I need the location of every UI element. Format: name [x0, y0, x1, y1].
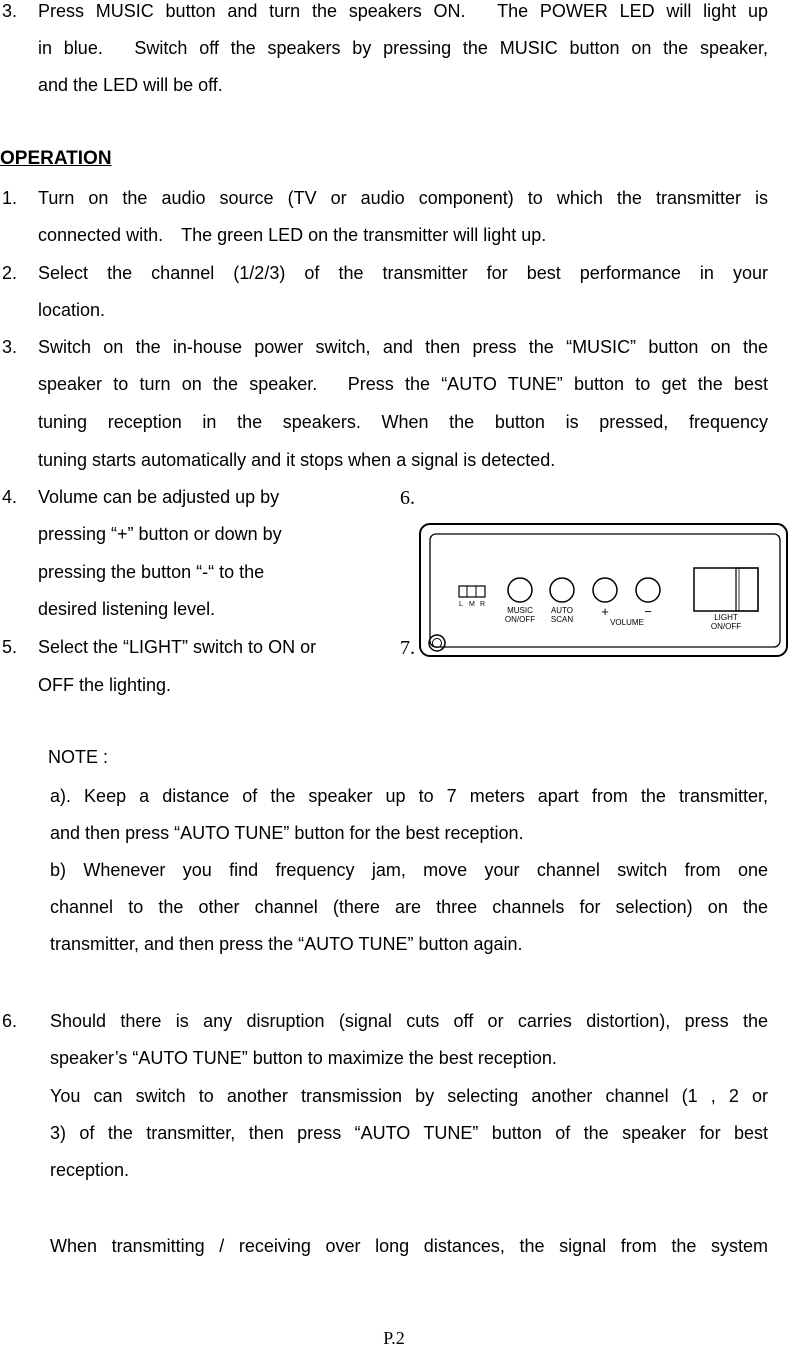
paragraph-line: in blue. Switch off the speakers by pressing the MUSIC button on the speaker, — [38, 38, 768, 58]
light-switch-icon — [694, 568, 758, 611]
power-led-icon — [429, 635, 445, 651]
paragraph-line: Switch on the in-house power switch, and then press the “MUSIC” button on the — [38, 337, 768, 357]
step-number: 1. — [2, 188, 18, 208]
volume-minus-label: − — [644, 604, 652, 619]
paragraph-line: tuning starts automatically and it stops when a signal is detected. — [38, 450, 556, 470]
paragraph-line: Should there is any disruption (signal cuts off or carries distortion), press the — [50, 1011, 768, 1031]
note-line: channel to the other channel (there are three channels for selection) on the — [50, 897, 768, 917]
volume-plus-label: + — [601, 604, 609, 619]
paragraph-line: speaker’s “AUTO TUNE” button to maximize the best reception. — [50, 1048, 557, 1068]
panel-outline — [420, 524, 787, 656]
music-button-label: MUSIC — [507, 606, 533, 615]
step-number: 3. — [2, 1, 18, 21]
volume-label: VOLUME — [610, 618, 644, 627]
channel-switch-icon — [459, 586, 485, 597]
step-number: 3. — [2, 337, 18, 357]
paragraph-line: Select the “LIGHT” switch to ON or — [38, 637, 317, 657]
music-button-label: ON/OFF — [504, 615, 536, 624]
speaker-control-panel-figure — [400, 482, 788, 662]
step-number: 2. — [2, 263, 18, 283]
paragraph-line: You can switch to another transmission by selecting another channel (1 , 2 or — [50, 1086, 768, 1106]
paragraph-line: pressing “+” button or down by — [38, 524, 282, 544]
note-title: NOTE : — [48, 747, 109, 767]
note-line: and then press “AUTO TUNE” button for the best reception. — [50, 823, 524, 843]
volume-up-button-icon — [593, 578, 617, 602]
step-number: 5. — [2, 637, 18, 657]
note-line: transmitter, and then press the “AUTO TUNE” button again. — [50, 934, 523, 954]
step-number: 4. — [2, 487, 18, 507]
control-panel-drawing — [400, 482, 788, 662]
paragraph-line: 3) of the transmitter, then press “AUTO TUNE” button of the speaker for best — [50, 1123, 768, 1143]
auto-scan-label: AUTO — [550, 606, 574, 615]
paragraph-line: location. — [38, 300, 106, 320]
paragraph-line: OFF the lighting. — [38, 675, 172, 695]
light-switch-label: LIGHT — [714, 613, 738, 622]
paragraph-line: Select the channel (1/2/3) of the transmitter for best performance in your — [38, 263, 768, 283]
auto-scan-button-icon — [550, 578, 574, 602]
paragraph-line: pressing the button “-“ to the — [38, 562, 265, 582]
note-line: b) Whenever you find frequency jam, move your channel switch from one — [50, 860, 768, 880]
paragraph-line: speaker to turn on the speaker. Press the “AUTO TUNE” button to get the best — [38, 374, 768, 394]
paragraph-line: Volume can be adjusted up by — [38, 487, 280, 507]
switch-label-m: M — [469, 601, 475, 608]
page-number: P.2 — [383, 1328, 405, 1348]
note-line: a). Keep a distance of the speaker up to 7 meters apart from the transmitter, — [50, 786, 768, 806]
paragraph-line: reception. — [50, 1160, 130, 1180]
step-number: 6. — [2, 1011, 18, 1031]
paragraph-line: tuning reception in the speakers. When the button is pressed, frequency — [38, 412, 768, 432]
callout-7-label: 7. — [400, 637, 415, 659]
paragraph-line: connected with. The green LED on the transmitter will light up. — [38, 225, 547, 245]
switch-label-l: L — [459, 601, 463, 608]
light-switch-label: ON/OFF — [710, 622, 742, 631]
paragraph-line: desired listening level. — [38, 599, 216, 619]
music-button-icon — [508, 578, 532, 602]
operation-heading: OPERATION — [0, 148, 112, 169]
auto-scan-label: SCAN — [550, 615, 574, 624]
paragraph-line: When transmitting / receiving over long distances, the signal from the system — [50, 1236, 768, 1256]
paragraph-line: Turn on the audio source (TV or audio component) to which the transmitter is — [38, 188, 768, 208]
callout-6-label: 6. — [400, 487, 415, 509]
paragraph-line: Press MUSIC button and turn the speakers ON. The POWER LED will light up — [38, 1, 768, 21]
switch-label-r: R — [480, 601, 486, 608]
power-led-inner — [433, 639, 442, 648]
volume-down-button-icon — [636, 578, 660, 602]
paragraph-line: and the LED will be off. — [38, 75, 223, 95]
